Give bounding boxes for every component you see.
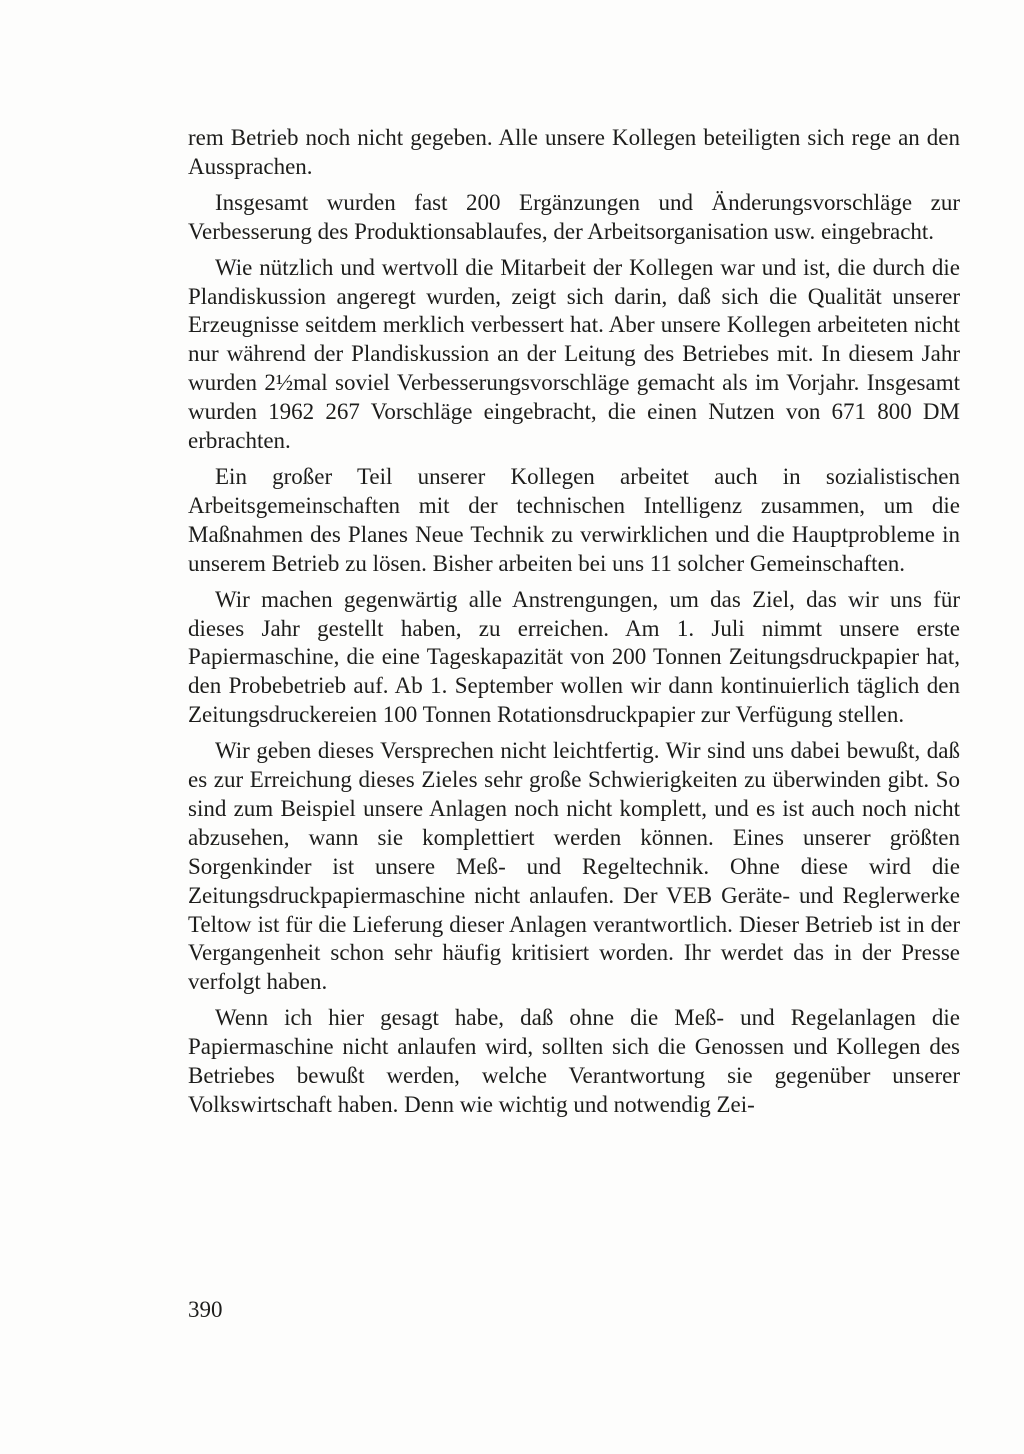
paragraph: Wie nützlich und wertvoll die Mitarbeit der Kollegen war und ist, die durch die Plandiskussion angeregt wurden, zeigt sich darin, daß sich die Qualität unserer Erzeugnisse seitdem merklich verbessert hat. Aber unsere Kollegen arbeiteten nicht nur während der Plandiskussion an der Leitung des Betriebes mit. In diesem Jahr wurden 2½mal soviel Verbesserungsvorschläge gemacht als im Vorjahr. Insgesamt wurden 1962 267 Vorschläge eingebracht, die einen Nutzen von 671 800 DM erbrachten. xyxy=(188,254,960,454)
paragraph: Wir machen gegenwärtig alle Anstrengungen, um das Ziel, das wir uns für dieses Jahr gestellt haben, zu erreichen. Am 1. Juli nimmt unsere erste Papiermaschine, die eine Tageskapazität von 200 Tonnen Zeitungsdruckpapier hat, den Probebetrieb auf. Ab 1. September wollen wir dann kontinuierlich täglich den Zeitungsdruckereien 100 Tonnen Rotationsdruckpapier zur Verfügung stellen. xyxy=(188,586,960,728)
paragraph: Ein großer Teil unserer Kollegen arbeitet auch in sozialistischen Arbeitsgemeinschaften mit der technischen Intelligenz zusammen, um die Maßnahmen des Planes Neue Technik zu verwirklichen und die Hauptprobleme in unserem Betrieb zu lösen. Bisher arbeiten bei uns 11 solcher Gemeinschaften. xyxy=(188,463,960,576)
page-number: 390 xyxy=(188,1297,223,1322)
paragraph: Wir geben dieses Versprechen nicht leichtfertig. Wir sind uns dabei bewußt, daß es zur Erreichung dieses Zieles sehr große Schwierigkeiten zu überwinden gibt. So sind zum Beispiel unsere Anlagen noch nicht komplett, und es ist auch noch nicht abzusehen, wann sie komplettiert werden können. Eines unserer größten Sorgenkinder ist unsere Meß- und Regeltechnik. Ohne diese wird die Zeitungsdruckpapiermaschine nicht anlaufen. Der VEB Geräte- und Reglerwerke Teltow ist für die Lieferung dieser Anlagen verantwortlich. Dieser Betrieb ist in der Vergangenheit schon sehr häufig kritisiert worden. Ihr werdet das in der Presse verfolgt haben. xyxy=(188,738,960,995)
paragraph: Insgesamt wurden fast 200 Ergänzungen und Änderungsvorschläge zur Verbesserung des Produktionsablaufes, der Arbeitsorganisation usw. eingebracht. xyxy=(188,189,960,244)
paragraph: Wenn ich hier gesagt habe, daß ohne die Meß- und Regelanlagen die Papiermaschine nicht anlaufen wird, sollten sich die Genossen und Kollegen des Betriebes bewußt werden, welche Verantwortung sie gegenüber unserer Volkswirtschaft haben. Denn wie wichtig und notwendig Zei- xyxy=(188,1005,960,1117)
paragraph: rem Betrieb noch nicht gegeben. Alle unsere Kollegen beteiligten sich rege an den Aussprachen. xyxy=(188,125,960,179)
body-text xyxy=(188,124,960,1127)
